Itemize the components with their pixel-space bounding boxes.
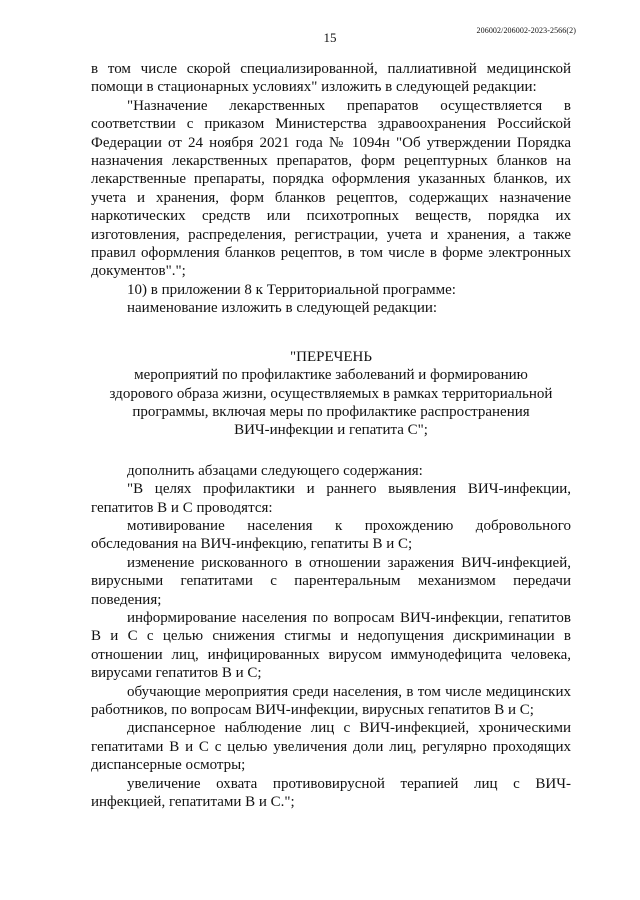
list-title-block xyxy=(91,348,571,440)
paragraph-informing: информирование населения по вопросам ВИЧ-инфекции, гепатитов В и С с целью снижения стигмы и недопущения дискриминации в отношении лиц, инфицированных вирусом иммунодефицита человека, вирусами гепатитов В и С; xyxy=(91,609,571,682)
paragraph-title-change: наименование изложить в следующей редакции: xyxy=(127,300,438,317)
list-title-heading: "ПЕРЕЧЕНЬ xyxy=(290,348,372,365)
paragraph-prevention-intro: "В целях профилактики и раннего выявления ВИЧ-инфекции, гепатитов В и С проводятся: xyxy=(91,481,571,516)
document-body xyxy=(91,60,571,811)
list-title-line: программы, включая меры по профилактике распространения xyxy=(132,403,530,420)
paragraph-motivation: мотивирование населения к прохождению добровольного обследования на ВИЧ-инфекцию, гепатиты В и С; xyxy=(91,517,571,553)
document-code: 206002/206002-2023-2566(2) xyxy=(476,26,576,35)
list-title-line: мероприятий по профилактике заболеваний и формированию xyxy=(134,367,528,384)
paragraph-appendix-8: 10) в приложении 8 к Территориальной программе: xyxy=(127,281,456,298)
paragraph-training: обучающие мероприятия среди населения, в том числе медицинских работников, по вопросам ВИЧ-инфекции, вирусных гепатитов В и С; xyxy=(91,683,571,718)
paragraph-risk-behavior: изменение рискованного в отношении заражения ВИЧ-инфекцией, вирусными гепатитами с парентеральным механизмом передачи поведения; xyxy=(91,554,571,608)
list-title-line: ВИЧ-инфекции и гепатита С"; xyxy=(234,422,428,439)
paragraph-antiviral-therapy: увеличение охвата противовирусной терапией лиц с ВИЧ-инфекцией, гепатитами В и С."; xyxy=(91,775,571,811)
paragraph-add-clauses: дополнить абзацами следующего содержания: xyxy=(127,462,423,479)
list-title-line: здорового образа жизни, осуществляемых в рамках территориальной xyxy=(109,385,553,402)
paragraph-prescription-order: "Назначение лекарственных препаратов осуществляется в соответствии с приказом Министерства здравоохранения Российской Федерации от 24 ноября 2021 года № 1094н "Об утверждении Порядка назначения лекарственных препаратов, форм рецептурных бланков на лекарственные препараты, порядка оформления указанных бланков, их учета и хранения, форм бланков рецептов, содержащих назначение наркотических средств или психотропных веществ, порядка их изготовления, распределения, регистрации, учета и хранения, а также правил оформления бланков рецептов, в том числе в форме электронных документов"."; xyxy=(91,97,571,280)
paragraph-dispensary: диспансерное наблюдение лиц с ВИЧ-инфекцией, хроническими гепатитами В и С с целью увеличения доли лиц, регулярно проходящих диспансерные осмотры; xyxy=(91,720,571,774)
list-title-text xyxy=(91,366,571,440)
paragraph-continuation: в том числе скорой специализированной, паллиативной медицинской помощи в стационарных условиях" изложить в следующей редакции: xyxy=(91,61,571,96)
page-number: 15 xyxy=(323,30,337,45)
